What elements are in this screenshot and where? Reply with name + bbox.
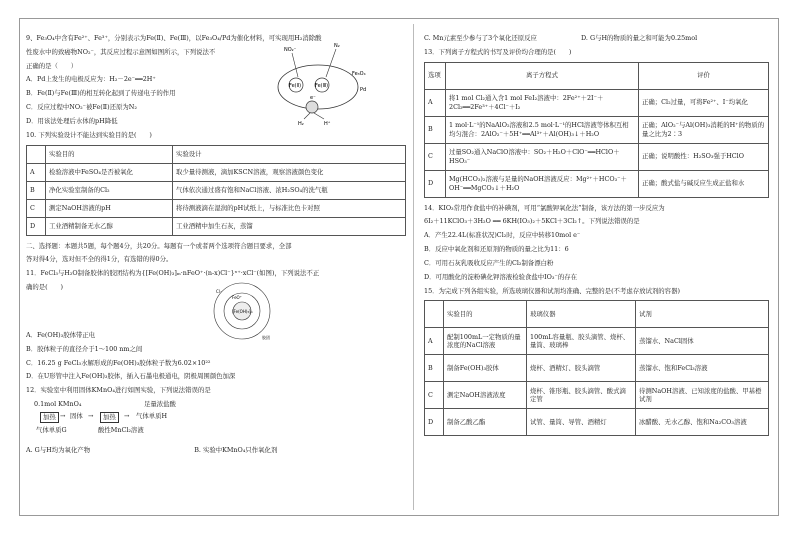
table-cell: D [27,217,46,235]
diagram-label-electron: e⁻ [310,95,316,102]
q9-line-2: 性废水中的致癌物NO₂⁻，其反应过程示意图如图所示，下列说法不 [26,47,216,56]
diagram-label-fe3o4: Fe₃O₄ [352,71,366,78]
table-header-row [425,301,769,328]
table-cell: A [425,328,444,355]
micelle-label-core: [Fe(OH)₃]ₘ [232,308,254,314]
q11-option-c: C．16.25 g FeCl₃水解形成的Fe(OH)₃胶体粒子数为6.02×10²² [26,358,211,367]
diagram-label-h2: H₂ [298,121,304,128]
table-cell: 正确；说明酸性：H₂SO₃强于HClO [639,143,769,170]
table-cell: 过量SO₂通入NaClO溶液中：SO₂＋H₂O＋ClO⁻══HClO＋HSO₃⁻ [446,143,639,170]
table-cell: 100mL容量瓶、胶头滴管、烧杯、量筒、玻璃棒 [527,328,636,355]
q10-stem: 10. 下列实验设计不能达到实验目的是( ) [26,130,152,139]
catalysis-diagram [262,41,374,127]
flow-arrow: → [88,412,94,421]
q11-line-1: 11．FeCl₃与H₂O制备胶体的胶团结构为{[Fe(OH)₃]ₘ·nFeO⁺·(n-x)Cl⁻}ˣ⁺·xCl⁻(如图)，下列说法不正 [26,269,320,278]
flow-start: 0.1mol KMnO₄ [34,400,82,409]
table-cell: 冰醋酸、无水乙醇、饱和Na₂CO₃溶液 [636,409,769,436]
flow-arrow: → [124,412,130,421]
diagram-label-fe3: Fe(Ⅲ) [315,83,329,90]
table-cell: B [425,355,444,382]
q14-option-a: A．产生22.4L(标准状况)Cl₂时，反应中转移10mol e⁻ [424,231,581,240]
table-cell: 正确；AlO₂⁻与Al(OH)₃消耗的H⁺的物质的量之比为2∶3 [639,116,769,143]
q11-option-d: D．在U形管中注入Fe(OH)₃胶体，插入石墨电极通电，阴极周围颜色加深 [26,372,236,381]
table-cell: 将待测液滴在湿润的pH试纸上，与标准比色卡对照 [173,199,406,217]
q14-option-d: D．可用酸化的淀粉碘化钾溶液检验食盐中IO₃⁻的存在 [424,272,578,281]
right-column [424,34,769,442]
table-cell: 制备Fe(OH)₃胶体 [444,355,527,382]
table-cell: B [27,181,46,199]
q11-option-a: A．Fe(OH)₃胶体带正电 [26,330,96,339]
table-cell: 蒸馏水、饱和FeCl₃溶液 [636,355,769,382]
q9-option-b: B．Fe(Ⅱ)与Fe(Ⅲ)的相互转化起到了传递电子的作用 [26,89,176,98]
table-header-cell: 玻璃仪器 [527,301,636,328]
table-cell: 待测NaOH溶液、已知浓度的盐酸、甲基橙试剂 [636,382,769,409]
q12-option-a: A. G与H均为氧化产物 [26,446,91,455]
flow-gas-g: 气体单质G [36,426,67,435]
table-cell: C [27,199,46,217]
table-header-cell: 实验目的 [444,301,527,328]
table-cell: 配制100mL一定物质的量浓度的NaCl溶液 [444,328,527,355]
q15-table [424,300,769,436]
q14-line-1: 14．KIO₃常用作食盐中的补碘剂，可用“氯酸钾氧化法”制备，该方法的第一步反应为 [424,203,665,212]
table-row [27,199,406,217]
table-row [425,116,769,143]
left-column [26,34,406,460]
table-header-cell [27,145,46,163]
table-cell: 1 mol·L⁻¹的NaAlO₂溶液和2.5 mol·L⁻¹的HCl溶液等体积互相均匀混合：2AlO₂⁻＋5H⁺══Al³⁺＋Al(OH)₃↓＋H₂O [446,116,639,143]
q12-flow-diagram [26,400,406,442]
table-cell: 测定NaOH溶液的pH [46,199,173,217]
q9-line-1: 9、Fe₃O₄中含有Fe²⁺、Fe³⁺，分别表示为Fe(Ⅱ)、Fe(Ⅲ)，以Fe₃O₄/Pd为催化材料，可实现用H₂消除酸 [26,34,322,42]
table-header-cell: 实验目的 [46,145,173,163]
table-cell: 检验溶液中FeSO₄是否被氧化 [46,163,173,181]
q14-option-b: B．反应中氧化剂和还原剂的物质的量之比为11：6 [424,245,569,254]
flow-arrow: → [60,412,66,421]
table-row [425,328,769,355]
table-cell: 净化实验室制备的Cl₂ [46,181,173,199]
column-divider [413,24,414,510]
table-cell: 工业酒精制备无水乙醇 [46,217,173,235]
table-cell: 蒸馏水、NaCl固体 [636,328,769,355]
section-2-line-1: 二、选择题：本题共5题，每个题4分，共20分。每题有一个或者两个选项符合题目要求，全部 [26,241,292,250]
flow-heat2-box: 加热 [100,412,119,423]
q12-options-cd [424,34,769,43]
table-cell: C [425,382,444,409]
flow-gas-h: 气体单质H [136,412,168,421]
q13-stem: 13．下列离子方程式的书写及评价均合理的是( ) [424,47,572,56]
table-cell: A [425,89,446,116]
flow-heat-box: 加热 [40,412,59,423]
flow-acid: 足量浓盐酸 [144,400,176,409]
table-header-row [425,62,769,89]
q12-option-d: D. G与H的物质的量之和可能为0.25mol [581,34,698,42]
diagram-label-n2: N₂ [334,43,340,50]
section-2-line-2: 答对得4分，选对但不全的得1分，有选错的得0分。 [26,255,173,264]
q12-options-ab [26,446,406,455]
table-cell: C [425,143,446,170]
diagram-label-no2: NO₂⁻ [284,47,297,54]
table-cell: 测定NaOH溶液浓度 [444,382,527,409]
table-cell: 气体依次通过盛有饱和NaCl溶液、浓H₂SO₄的洗气瓶 [173,181,406,199]
table-row [425,89,769,116]
table-row [425,170,769,197]
q10-table [26,145,406,236]
table-header-cell: 离子方程式 [446,62,639,89]
table-cell: D [425,170,446,197]
q12-option-c: C. Mn元素至少参与了3个氧化还原反应 [424,34,537,42]
table-row [425,143,769,170]
table-header-cell: 评价 [639,62,769,89]
table-cell: B [425,116,446,143]
table-cell: D [425,409,444,436]
table-header-cell [425,301,444,328]
q9-line-3: 正确的是（ ） [26,61,78,70]
q9-option-c: C．反应过程中NO₂⁻被Fe(Ⅱ)还原为N₂ [26,103,137,112]
table-header-cell: 试剂 [636,301,769,328]
q12-option-b: B. 实验中KMnO₄只作氧化剂 [194,446,278,455]
table-cell: 取少量待测液，滴加KSCN溶液，观察溶液颜色变化 [173,163,406,181]
table-row [27,217,406,235]
diagram-label-fe2: Fe(Ⅱ) [289,83,302,90]
table-row [425,355,769,382]
micelle-label-jiaotuan: 胶团 [262,334,270,340]
table-row [27,181,406,199]
table-cell: 试管、量筒、导管、酒精灯 [527,409,636,436]
table-cell: Mg(HCO₃)₂溶液与足量的NaOH溶液反应：Mg²⁺＋HCO₃⁻＋OH⁻══MgCO₃↓＋H₂O [446,170,639,197]
table-cell: 烧杯、锥形瓶、胶头滴管、酸式滴定管 [527,382,636,409]
q15-stem: 15．为完成下列各组实验，所选玻璃仪器和试剂均准确、完整的是(不考虑存放试剂的容器) [424,286,680,295]
table-header-cell: 实验设计 [173,145,406,163]
flow-solid: 固体 [70,412,83,421]
q11-option-b: B．胶体粒子的直径介于1～100 nm之间 [26,344,143,353]
table-cell: 工业酒精中加生石灰，蒸馏 [173,217,406,235]
q11-line-2: 确的是( ) [26,283,63,292]
q14-line-2: 6I₂＋11KClO₃＋3H₂O ══ 6KH(IO₃)₂＋5KCl＋3Cl₂↑。下列说法错误的是 [424,217,640,226]
table-cell: 正确；酸式盐与碱反应生成正盐和水 [639,170,769,197]
table-cell: A [27,163,46,181]
q12-stem: 12．实验室中利用固体KMnO₄进行如图实验，下列说法错误的是 [26,386,211,395]
micelle-label-cl: Cl⁻ [216,288,223,294]
table-row [425,409,769,436]
diagram-label-h-plus: H⁺ [324,121,331,128]
flow-mncl2: 酸性MnCl₂溶液 [98,426,144,435]
q14-option-c: C．可用石灰乳吸收反应产生的Cl₂制备漂白粉 [424,258,554,267]
table-header-cell: 选项 [425,62,446,89]
micelle-label-feo: FeO⁺ [232,294,242,300]
table-cell: 正确；Cl₂过量，可将Fe²⁺、I⁻均氧化 [639,89,769,116]
q9-option-a: A．Pd上发生的电极反应为：H₂－2e⁻══2H⁺ [26,75,156,84]
q13-table [424,62,769,198]
diagram-label-pd: Pd [360,87,367,94]
micelle-diagram [202,279,282,343]
table-header-row [27,145,406,163]
q9-option-d: D．用该法处理后水体的pH降低 [26,116,118,125]
table-cell: 烧杯、酒精灯、胶头滴管 [527,355,636,382]
table-row [425,382,769,409]
table-row [27,163,406,181]
table-cell: 将1 mol Cl₂通入含1 mol FeI₂溶液中：2Fe²⁺＋2I⁻＋2Cl₂══2Fe³⁺＋4Cl⁻＋I₂ [446,89,639,116]
table-cell: 制备乙酸乙酯 [444,409,527,436]
